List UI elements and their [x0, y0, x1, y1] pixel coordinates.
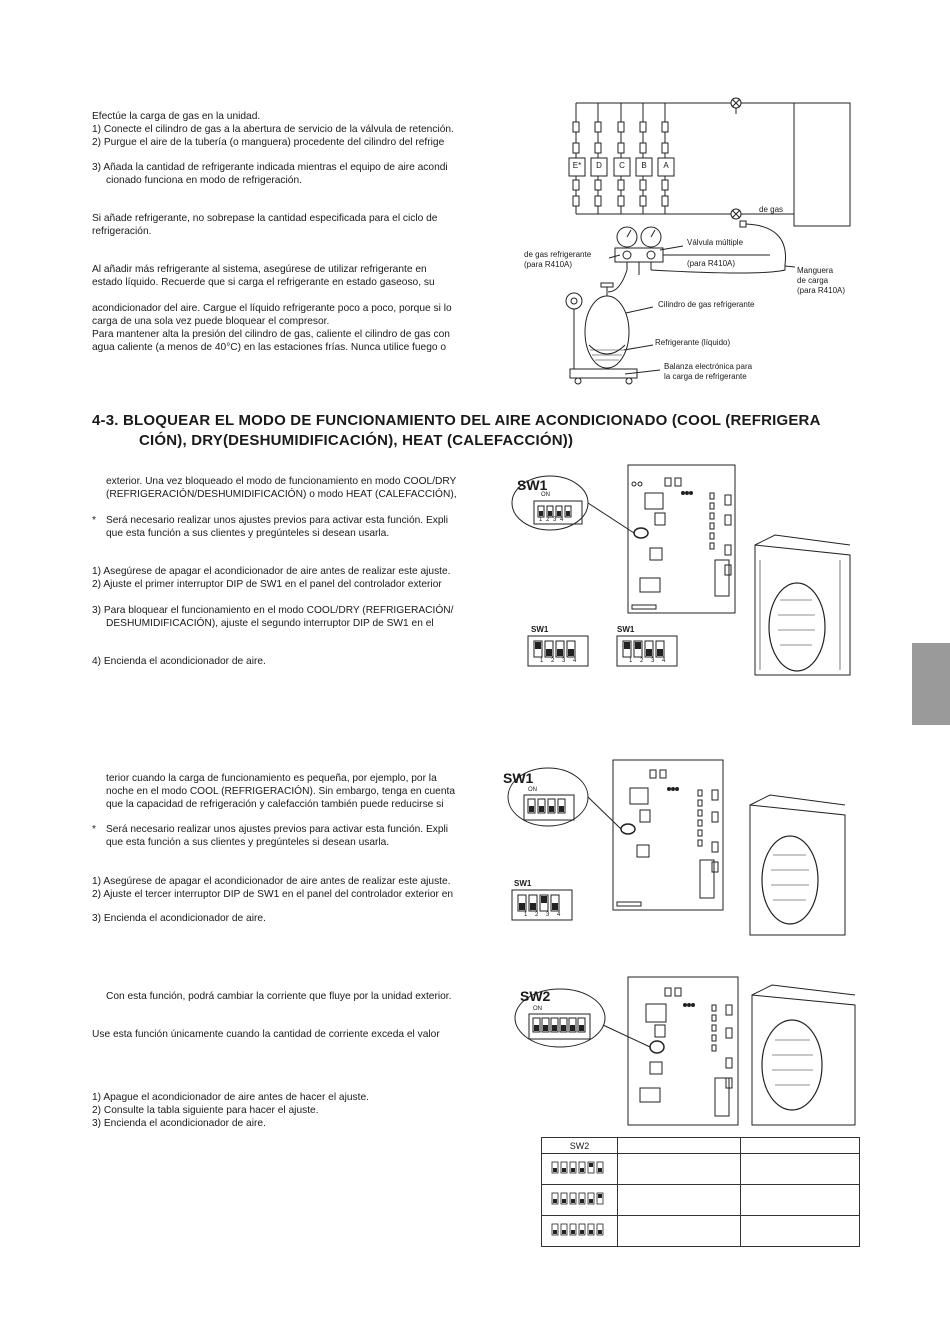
on-label-a: ON	[541, 492, 550, 498]
s43-note-a: Será necesario realizar unos ajustes previos para activar esta función. Expli	[106, 515, 449, 526]
s44-step-3: 3) Encienda el acondicionador de aire.	[92, 913, 266, 924]
nums-label-a: 1 2 3 4	[539, 517, 565, 523]
unit-label-a: A	[663, 161, 669, 170]
on-label-c: ON	[533, 1006, 542, 1012]
label-manguera-2: de carga	[797, 276, 829, 285]
s44-step-1: 1) Asegúrese de apagar el acondicionador de aire antes de realizar este ajuste.	[92, 876, 451, 887]
table-row	[542, 1185, 860, 1216]
gas-note-3a: Para mantener alta la presión del cilindro de gas, caliente el cilindro de gas con	[92, 329, 450, 340]
nums-small-1: 1 2 3 4	[540, 658, 580, 664]
s44-p1c: que la capacidad de refrigeración y calefacción también puede reducirse si	[106, 799, 444, 810]
label-manguera-3: (para R410A)	[797, 286, 846, 295]
dip-cell-2	[542, 1185, 618, 1216]
label-gas-refrig-1: de gas refrigerante	[524, 250, 592, 259]
s45-p1: Con esta función, podrá cambiar la corriente que fluye por la unidad exterior.	[106, 991, 452, 1002]
label-cilindro: Cilindro de gas refrigerante	[658, 300, 755, 309]
table-header-row	[542, 1138, 860, 1154]
unit-label-b: B	[641, 161, 647, 170]
dip-cell-1	[542, 1154, 618, 1185]
s45-step-2: 2) Consulte la tabla siguiente para hacer el ajuste.	[92, 1105, 319, 1116]
table-row	[542, 1216, 860, 1247]
s43-p1a: exterior. Una vez bloqueado el modo de funcionamiento en modo COOL/DRY	[106, 476, 457, 487]
s45-p2: Use esta función únicamente cuando la cantidad de corriente exceda el valor	[92, 1029, 440, 1040]
gas-step-2: 2) Purgue el aire de la tubería (o manguera) procedente del cilindro del refrige	[92, 137, 445, 148]
s44-note-b: que esta función a sus clientes y pregúnteles si desean usarla.	[106, 837, 390, 848]
s43-step-2: 2) Ajuste el primer interruptor DIP de SW1 en el panel del controlador exterior	[92, 579, 442, 590]
label-liquido: Refrigerante (líquido)	[655, 338, 731, 347]
nums-small-3: 1 2 3 4	[524, 912, 564, 918]
gas-step-3: 3) Añada la cantidad de refrigerante indicada mientras el equipo de aire acondi	[92, 162, 448, 173]
gas-note-1a: Si añade refrigerante, no sobrepase la cantidad especificada para el ciclo de	[92, 213, 438, 224]
label-balanza-2: la carga de refrigerante	[664, 372, 747, 381]
sw1-label-bubble-b: SW1	[503, 770, 534, 786]
label-de-gas: de gas	[759, 205, 784, 214]
s43-asterisk: *	[92, 515, 96, 526]
gas-intro: Efectúe la carga de gas en la unidad.	[92, 111, 261, 122]
s43-step-1: 1) Asegúrese de apagar el acondicionador de aire antes de realizar este ajuste.	[92, 566, 451, 577]
sw1-small-1: SW1	[531, 625, 549, 634]
gas-note-2b: estado líquido. Recuerde que si carga el refrigerante en estado gaseoso, su	[92, 277, 435, 288]
s45-step-3: 3) Encienda el acondicionador de aire.	[92, 1118, 266, 1129]
label-valvula: Válvula múltiple	[687, 238, 744, 247]
s43-note-b: que esta función a sus clientes y pregúnteles si desean usarla.	[106, 528, 390, 539]
gas-note-2a: Al añadir más refrigerante al sistema, asegúrese de utilizar refrigerante en	[92, 264, 427, 275]
label-balanza-1: Balanza electrónica para	[664, 362, 753, 371]
label-gas-refrig-2: (para R410A)	[524, 260, 573, 269]
s44-note-a: Será necesario realizar unos ajustes previos para activar esta función. Expli	[106, 824, 449, 835]
s44-p1b: noche en el modo COOL (REFRIGERACIÓN). Sin embargo, tenga en cuenta	[106, 786, 455, 797]
gas-note-2d: carga de una sola vez puede bloquear el compresor.	[92, 316, 330, 327]
sw1-small-3: SW1	[514, 879, 532, 888]
s43-step-3b: DESHUMIDIFICACIÓN), ajuste el segundo interruptor DIP de SW1 en el	[106, 618, 434, 629]
gas-step-3-cont: cionado funciona en modo de refrigeración.	[106, 175, 302, 186]
sw2-label-bubble: SW2	[520, 988, 551, 1004]
sw1-small-2: SW1	[617, 625, 635, 634]
label-manguera-1: Manguera	[797, 266, 834, 275]
gas-note-3b: agua caliente (a menos de 40°C) en las estaciones frías. Nunca utilice fuego o	[92, 342, 447, 353]
dip-switch-setting-2	[550, 1187, 610, 1211]
on-label-b: ON	[528, 787, 537, 793]
gas-note-2c: acondicionador del aire. Cargue el líquido refrigerante poco a poco, porque si lo	[92, 303, 452, 314]
s44-asterisk: *	[92, 824, 96, 835]
table-header-blank-2	[741, 1138, 860, 1154]
s45-step-1: 1) Apague el acondicionador de aire antes de hacer el ajuste.	[92, 1092, 369, 1103]
dip-cell-3	[542, 1216, 618, 1247]
s43-p1b: (REFRIGERACIÓN/DESHUMIDIFICACIÓN) o modo HEAT (CALEFACCIÓN),	[106, 489, 457, 500]
unit-label-d: D	[596, 161, 602, 170]
sw2-settings-table	[541, 1137, 860, 1247]
table-header-sw2: SW2	[542, 1138, 618, 1154]
table-header-blank-1	[618, 1138, 741, 1154]
unit-label-c: C	[619, 161, 625, 170]
s44-p1a: terior cuando la carga de funcionamiento es pequeña, por ejemplo, por la	[106, 773, 437, 784]
s44-step-2: 2) Ajuste el tercer interruptor DIP de SW1 en el panel del controlador exterior en	[92, 889, 454, 900]
gas-note-1b: refrigeración.	[92, 226, 152, 237]
s43-step-4: 4) Encienda el acondicionador de aire.	[92, 656, 266, 667]
s43-step-3a: 3) Para bloquear el funcionamiento en el modo COOL/DRY (REFRIGERACIÓN/	[92, 605, 454, 616]
section-4-3-title-line2: CIÓN), DRY(DESHUMIDIFICACIÓN), HEAT (CALEFACCIÓN))	[139, 432, 574, 449]
dip-switch-setting-3	[550, 1218, 610, 1242]
gas-step-1: 1) Conecte el cilindro de gas a la abertura de servicio de la válvula de retención.	[92, 124, 454, 135]
unit-label-e: E*	[572, 161, 582, 170]
sw1-label-bubble-a: SW1	[517, 477, 548, 493]
dip-switch-setting-1	[550, 1156, 610, 1180]
section-4-3-title-line1: 4-3. BLOQUEAR EL MODO DE FUNCIONAMIENTO DEL AIRE ACONDICIONADO (COOL (REFRIGERA	[92, 412, 821, 429]
nums-small-2: 1 2 3 4	[629, 658, 669, 664]
label-para-r410a: (para R410A)	[687, 259, 736, 268]
table-row	[542, 1154, 860, 1185]
